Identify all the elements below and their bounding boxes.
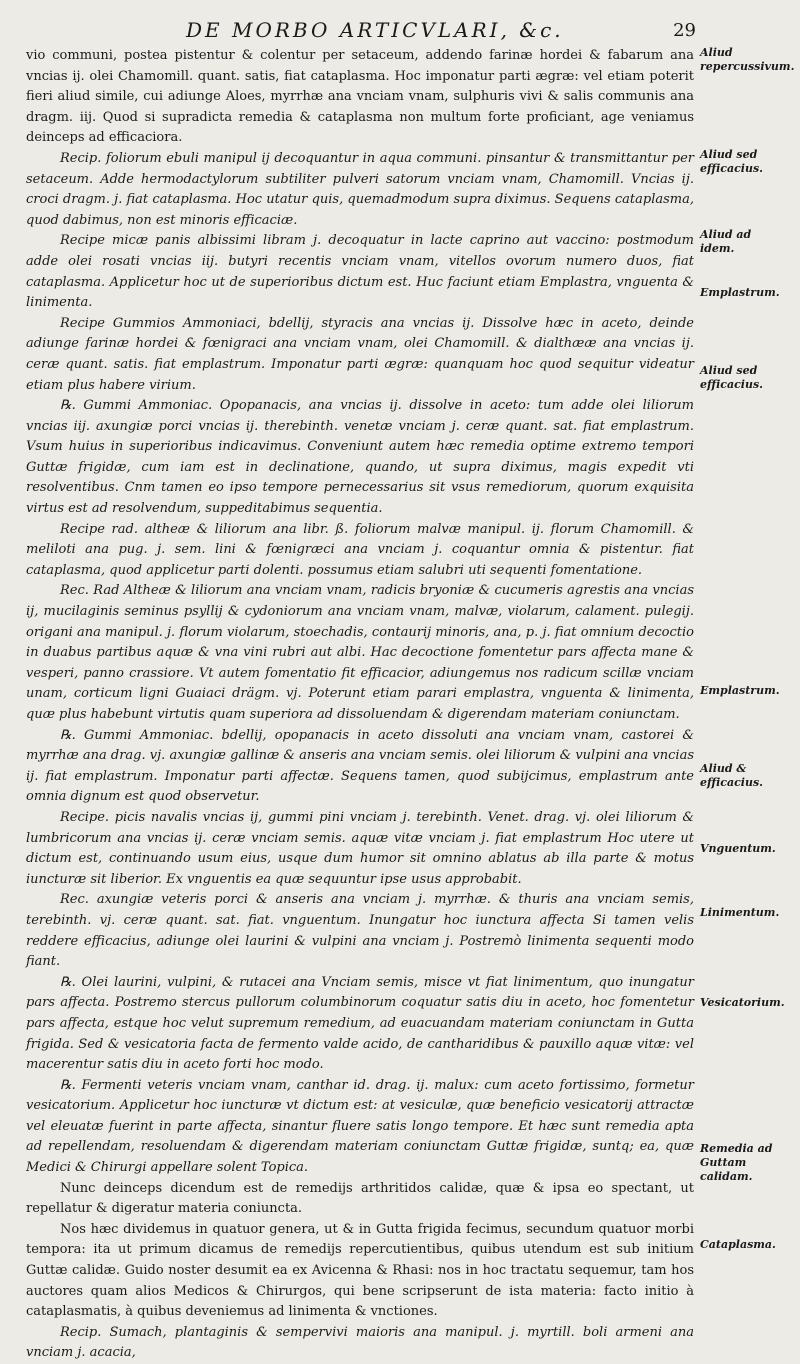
recipe-paragraph: ℞. Fermenti veteris vnciam vnam, canthar id. drag. ij. malux: cum aceto fortissimo, formetur vesicatorium. Applicetur hoc iuncturæ vt dictum est: at vesiculæ, quæ beneficio vesicatorij attractæ vel eleuatæ fuerint in parte affecta, sinantur fluere satis longo tempore. Et hæc sunt remedia apta ad repellendam, resoluendam & digerendam materiam coniunctam Guttæ frigidæ, suntq; ea, quæ Medici & Chirurgi appellare solent Topica. — [26, 1077, 694, 1176]
recipe-paragraph: Recip. Sumach, plantaginis & sempervivi maioris ana manipul. j. myrtill. boli armeni ana vnciam j. acacia, — [26, 1324, 694, 1361]
page-number: 29 — [673, 20, 696, 41]
running-head: DE MORBO ARTICVLARI, &c. — [186, 18, 564, 42]
recipe-paragraph: ℞. Gummi Ammoniac. bdellij, opopanacis in aceto dissoluti ana vnciam vnam, castorei & myrrhæ ana drag. vj. axungiæ gallinæ & anseris ana vnciam semis. olei liliorum & vulpini ana vncias ij. fiat emplastrum. Imponatur parti affectæ. Sequens tamen, quod subijcimus, emplastrum ante omnia dignum est quod observetur. — [26, 727, 694, 805]
recipe-paragraph: Recipe. picis navalis vncias ij, gummi pini vnciam j. terebinth. Venet. drag. vj. olei liliorum & lumbricorum ana vncias ij. ceræ vnciam semis. aquæ vitæ vnciam j. fiat emplastrum Hoc utere ut dictum est, continuando usum eius, usque dum humor sit omnino ablatus ab illa parte & motus iuncturæ sit liberior. Ex vnguentis ea quæ sequuntur ipse usus approbabit. — [26, 809, 694, 887]
recipe-paragraph: ℞. Gummi Ammoniac. Opopanacis, ana vncias ij. dissolve in aceto: tum adde olei liliorum vncias iij. axungiæ porci vncias ij. therebinth. venetæ vnciam j. ceræ quant. sat. fiat emplastrum. Vsum huius in superioribus indicavimus. Conveniunt autem hæc remedia optime extremo tempori Guttæ frigidæ, cum iam est in declinatione, quando, ut supra diximus, magis expedit vti resolventibus. Cnm tamen eo ipso tempore pernecessarius sit vsus remediorum, quorum exquisita virtus est ad resolvendum, suppeditabimus sequentia. — [26, 398, 694, 517]
margin-note: Linimentum. — [700, 906, 780, 919]
margin-note: Aliud sed efficacius. — [700, 148, 763, 175]
paragraph: vio communi, postea pistentur & colentur per setaceum, addendo farinæ hordei & fabarum ana vncias ij. olei Chamomill. quant. satis, fiat cataplasma. Hoc imponatur parti ægræ: vel etiam poterit fieri aliud simile, cui adiunge Aloes, myrrhæ ana vnciam vnam, sulphuris vivi & salis communis ana dragm. iij. Quod si supradicta remedia & cataplasma non multum forte proficiant, age veniamus deinceps ad efficaciora. — [26, 48, 694, 146]
page-content — [26, 46, 795, 1364]
recipe-paragraph: Recip. foliorum ebuli manipul ij decoquantur in aqua communi. pinsantur & transmittantur per setaceum. Adde hermodactylorum subtiliter pulveri satorum vnciam vnam, Chamomill. Vncias ij. croci dragm. j. fiat cataplasma. Hoc utatur quis, quemadmodum supra diximus. Sequens cataplasma, quod dabimus, non est minoris efficaciæ. — [26, 150, 694, 228]
margin-note: Aliud repercussivum. — [700, 46, 795, 73]
main-text — [26, 46, 694, 1364]
recipe-paragraph: Rec. Rad Altheæ & liliorum ana vnciam vnam, radicis bryoniæ & cucumeris agrestis ana vncias ij, mucilaginis seminus psyllij & cydoniorum ana vnciam vnam, malvæ, violarum, calament. pulegij. origani ana manipul. j. florum violarum, stoechadis, contaurij minoris, ana, p. j. fiat omnium decoctio in duabus partibus aquæ & vna vini rubri aut albi. Hac decoctione fomentetur pars affecta mane & vesperi, panno crassiore. Vt autem fomentatio fit efficacior, adiungemus nos radicum scillæ vnciam unam, corticum ligni Guaiaci drägm. vj. Poterunt etiam parari emplastra, vnguenta & linimenta, quæ plus habebunt virtutis quam superiora ad dissoluendam & digerendam materiam coniunctam. — [26, 583, 694, 722]
margin-note: Emplastrum. — [700, 684, 780, 697]
paragraph: Nos hæc dividemus in quatuor genera, ut & in Gutta frigida fecimus, secundum quatuor morbi tempora: ita ut primum dicamus de remedijs repercutientibus, quibus utendum est sub initium Guttæ calidæ. Guido noster desumit ea ex Avicenna & Rhasi: nos in hoc tractatu sequemur, tam hos auctores quam alios Medicos & Chirurgos, qui bene scripserunt de ista materia: facto initio à cataplasmatis, à quibus deveniemus ad linimenta & vnctiones. — [26, 1221, 694, 1320]
margin-note: Aliud sed efficacius. — [700, 364, 763, 391]
margin-note: Vnguentum. — [700, 842, 776, 855]
margin-note: Emplastrum. — [700, 286, 780, 299]
margin-notes — [700, 46, 795, 1364]
margin-note: Aliud ad idem. — [700, 228, 752, 255]
paragraph: Nunc deinceps dicendum est de remedijs arthritidos calidæ, quæ & ipsa eo spectant, ut repellatur & digeratur materia coniuncta. — [26, 1180, 694, 1217]
page-header — [26, 16, 792, 46]
recipe-paragraph: Recipe rad. altheæ & liliorum ana libr. ß. foliorum malvæ manipul. ij. florum Chamomill. & meliloti ana pug. j. sem. lini & fœnigræci ana vnciam j. coquantur omnia & pistentur. fiat cataplasma, quod applicetur parti dolenti. possumus etiam salubri uti sequenti fomentatione. — [26, 521, 694, 578]
margin-note: Remedia ad Guttam calidam. — [700, 1142, 773, 1183]
margin-note: Vesicatorium. — [700, 996, 785, 1009]
margin-note: Cataplasma. — [700, 1238, 776, 1251]
recipe-paragraph: Rec. axungiæ veteris porci & anseris ana vnciam j. myrrhæ. & thuris ana vnciam semis, terebinth. vj. ceræ quant. sat. fiat. vnguentum. Inungatur hoc iunctura affecta Si tamen velis reddere efficacius, adiunge olei laurini & vulpini ana vnciam j. Postremò linimenta sequenti modo fiant. — [26, 892, 694, 970]
recipe-paragraph: Recipe micæ panis albissimi libram j. decoquatur in lacte caprino aut vaccino: postmodum adde olei rosati vncias iij. butyri recentis vnciam vnam, vitellos ovorum numero duos, fiat cataplasma. Applicetur hoc ut de superioribus dictum est. Huc faciunt etiam Emplastra, vnguenta & linimenta. — [26, 233, 694, 311]
margin-note: Aliud & efficacius. — [700, 762, 763, 789]
recipe-paragraph: Recipe Gummios Ammoniaci, bdellij, styracis ana vncias ij. Dissolve hæc in aceto, deinde adiunge farinæ hordei & fœnigraci ana vnciam vnam, olei Chamomill. & dialthææ ana vncias ij. ceræ quant. satis. fiat emplastrum. Imponatur parti ægræ: quanquam hoc quod sequitur videatur etiam plus habere virium. — [26, 315, 694, 393]
recipe-paragraph: ℞. Olei laurini, vulpini, & rutacei ana Vnciam semis, misce vt fiat linimentum, quo inungatur pars affecta. Postremo stercus pullorum columbinorum coquatur satis diu in aceto, hoc fomentetur pars affecta, estque hoc velut supremum remedium, ad euacuandam materiam coniunctam in Gutta frigida. Sed & vesicatoria facta de fermento valde acido, de cantharidibus & pauxillo aquæ vitæ: vel macerentur satis diu in aceto forti hoc modo. — [26, 974, 694, 1073]
